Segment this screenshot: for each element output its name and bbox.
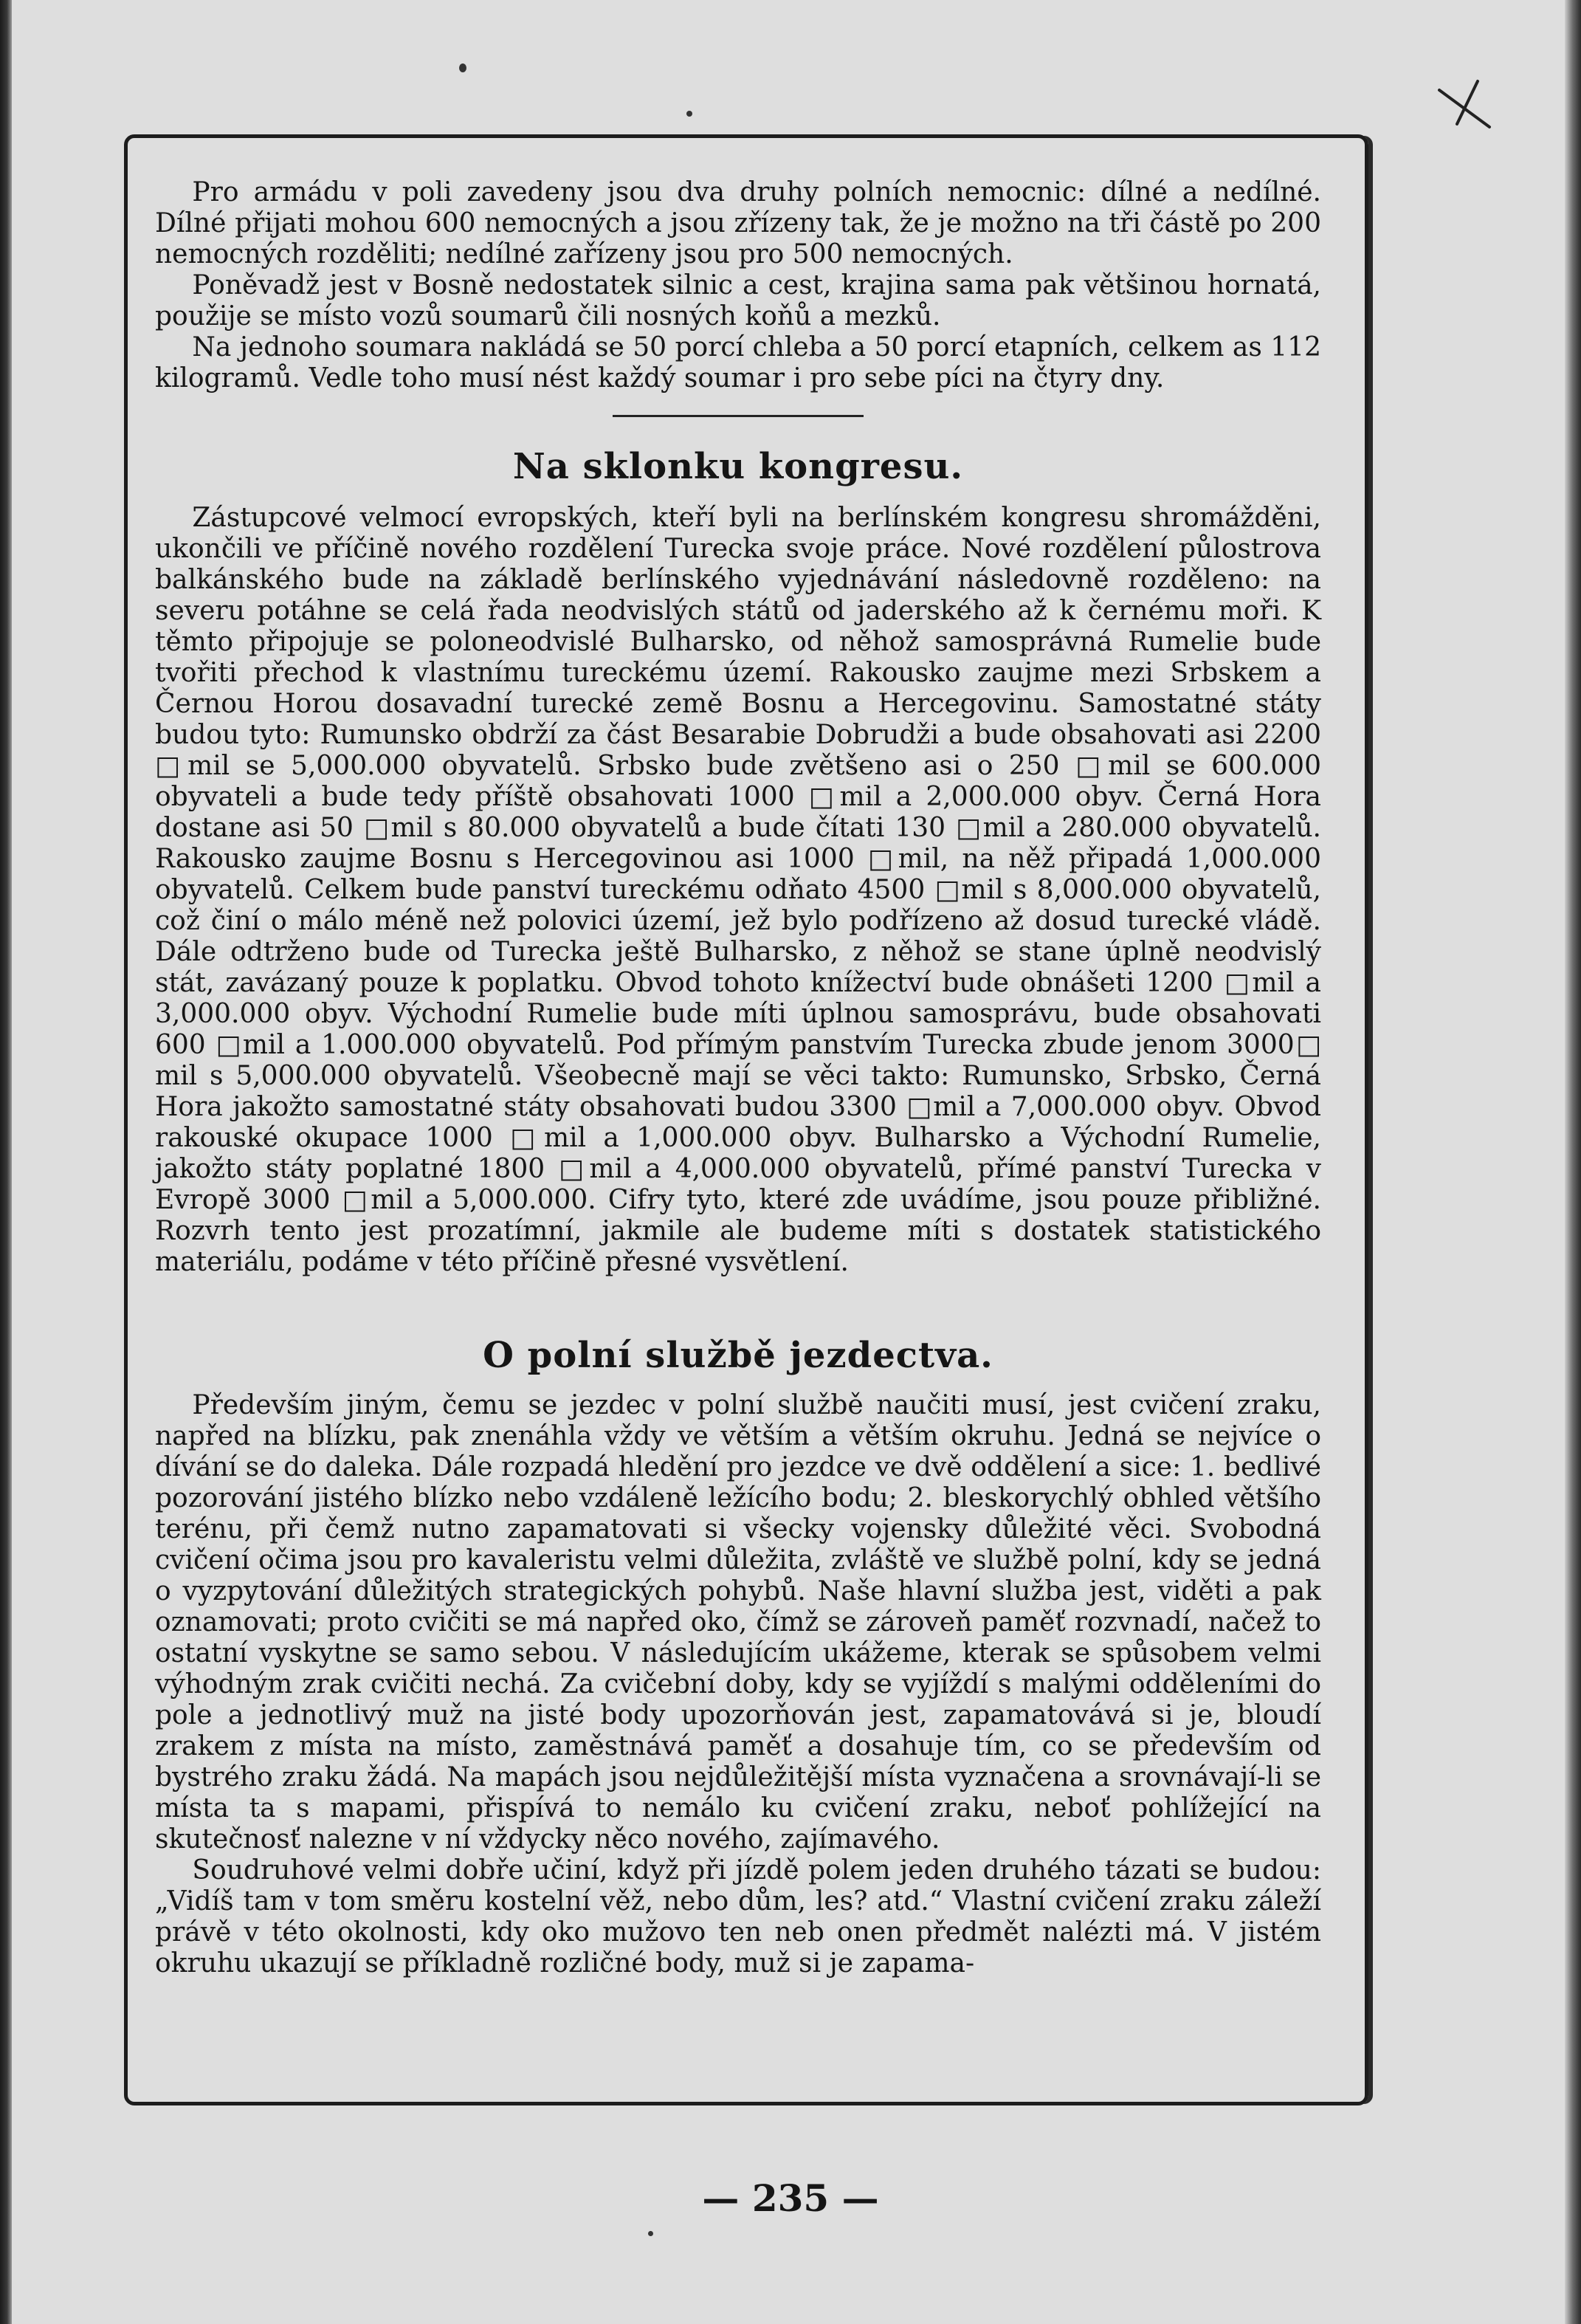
section-paragraph: Soudruhové velmi dobře učiní, když při jízdě polem jeden druhého tázati se budou: „Vidíš tam v tom směru kostelní věž, nebo dům, les? atd.“ Vlastní cvičení zraku záleží právě v této okolnosti, kdy oko mužovo ten neb onen předmět nalézti má. V jistém okruhu ukazují se příkladně rozličné body, muž si je zapama- [155,1855,1321,1979]
section-title-congress: Na sklonku kongresu. [512,446,964,487]
dust-speck [648,2231,653,2236]
pencil-cross-mark-icon [1432,74,1498,140]
section-paragraph: Především jiným, čemu se jezdec v polní službě naučiti musí, jest cvičení zraku, napřed na blízku, pak znenáhla vždy ve větším a větším okruhu. Jedná se nejvíce o dívání se do daleka. Dále rozpadá hledění pro jezdce ve dvě oddělení a sice: 1. bedlivé pozorování jistého blízko nebo vzdáleně ležícího bodu; 2. bleskorychlý obhled většího terénu, při čemž nutno zapamatovati si všecky vojensky důležité věci. Svobodná cvičení očima jsou pro kavaleristu velmi důležita, zvláště ve službě polní, kdy se jedná o vyzpytování důležitých strategických pohybů. Naše hlavní služba jest, viděti a pak oznamovati; proto cvičiti se má napřed oko, čímž se zároveň paměť rozvnadí, načež to ostatní vyskytne se samo sebou. V následujícím ukážeme, kterak se spůsobem velmi výhodným zrak cvičiti nechá. Za cvičební doby, kdy se vyjíždí s malými odděleními do pole a jednotlivý muž na jisté body upozorňován jest, zapamatovává si je, bloudí zrakem z místa na místo, zaměstnává paměť a dosahuje tím, co se především od bystrého zraku žádá. Na mapách jsou nejdůležitější místa vyznačena a srovnávají-li se místa ta s mapami, přispívá to nemálo ku cvičení zraku, neboť pohlížející na skutečnosť nalezne v ní vždycky něco nového, zajímavého. [155,1390,1321,1854]
page-content [155,177,1321,1979]
intro-paragraph: Poněvadž jest v Bosně nedostatek silnic a cest, krajina sama pak většinou hornatá, použije se místo vozů soumarů čili nosných koňů a mezků. [155,270,1321,331]
intro-paragraph: Pro armádu v poli zavedeny jsou dva druhy polních nemocnic: dílné a nedílné. Dílné přijati mohou 600 nemocných a jsou zřízeny tak, že je možno na tři částě po 200 nemocných rozděliti; nedílné zařízeny jsou pro 500 nemocných. [155,177,1321,269]
intro-paragraph: Na jednoho soumara nakládá se 50 porcí chleba a 50 porcí etapních, celkem as 112 kilogramů. Vedle toho musí nést každý soumar i pro sebe píci na čtyry dny. [155,332,1321,393]
scan-edge-right [1565,0,1581,2324]
section-divider [613,415,864,417]
scan-edge-left [0,0,12,2324]
dust-speck [459,63,466,72]
section-paragraph: Zástupcové velmocí evropských, kteří byli na berlínském kongresu shromážděni, ukončili ve příčině nového rozdělení Turecka svoje práce. Nové rozdělení půlostrova balkánského bude na základě berlínského vyjednávání následovně rozděleno: na severu potáhne se celá řada neodvislých států od jaderského až k černému moři. K těmto připojuje se poloneodvislé Bulharsko, od něhož samosprávná Rumelie bude tvořiti přechod k vlastnímu tureckému území. Rakousko zaujme mezi Srbskem a Černou Horou dosavadní turecké země Bosnu a Hercegovinu. Samostatné státy budou tyto: Rumunsko obdrží za část Besarabie Dobrudži a bude obsahovati asi 2200 □mil se 5,000.000 obyvatelů. Srbsko bude zvětšeno asi o 250 □mil se 600.000 obyvateli a bude tedy příště obsahovati 1000 □mil a 2,000.000 obyv. Černá Hora dostane asi 50 □mil s 80.000 obyvatelů a bude čítati 130 □mil a 280.000 obyvatelů. Rakousko zaujme Bosnu s Hercegovinou asi 1000 □mil, na něž připadá 1,000.000 obyvatelů. Celkem bude panství tureckému odňato 4500 □mil s 8,000.000 obyvatelů, což činí o málo méně než polovici území, jež bylo podřízeno až dosud turecké vládě. Dále odtrženo bude od Turecka ještě Bulharsko, z něhož se stane úplně neodvislý stát, zavázaný pouze k poplatku. Obvod tohoto knížectví bude obnášeti 1200 □mil a 3,000.000 obyv. Východní Rumelie bude míti úplnou samosprávu, bude obsahovati 600 □mil a 1.000.000 obyvatelů. Pod přímým panstvím Turecka zbude jenom 3000□ mil s 5,000.000 obyvatelů. Všeobecně mají se věci takto: Rumunsko, Srbsko, Černá Hora jakožto samostatné státy obsahovati budou 3300 □mil a 7,000.000 obyv. Obvod rakouské okupace 1000 □mil a 1,000.000 obyv. Bulharsko a Východní Rumelie, jakožto státy poplatné 1800 □mil a 4,000.000 obyvatelů, přímé panství Turecka v Evropě 3000 □mil a 5,000.000. Cifry tyto, které zde uvádíme, jsou pouze přibližné. Rozvrh tento jest prozatímní, jakmile ale budeme míti s dostatek statistického materiálu, podáme v této příčině přesné vysvětlení. [155,503,1321,1277]
page-number: — 235 — [702,2176,879,2220]
dust-speck [686,111,692,117]
section-title-cavalry: O polní službě jezdectva. [483,1335,993,1376]
